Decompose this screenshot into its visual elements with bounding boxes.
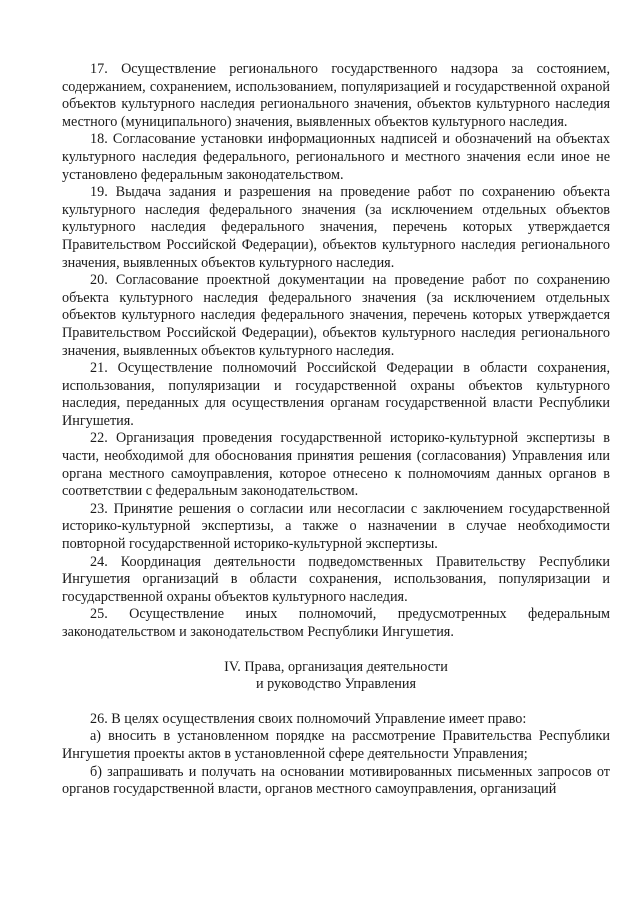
document-body [62,61,610,799]
subparagraph-a: а) вносить в установленном порядке на рассмотрение Правительства Республики Ингушетия проекты актов в установленной сфере деятельности Управления; [62,728,610,762]
paragraph-18: 18. Согласование установки информационных надписей и обозначений на объектах культурного наследия федерального, регионального и местного значения если иное не установлено федеральным законодательством. [62,131,610,183]
paragraph-24: 24. Координация деятельности подведомственных Правительству Республики Ингушетия организаций в области сохранения, использования, популяризации и государственной охраны объектов культурного наследия. [62,553,610,605]
paragraph-21: 21. Осуществление полномочий Российской Федерации в области сохранения, использования, популяризации и государственной охраны объектов культурного наследия, переданных для осуществления органам государственной власти Республики Ингушетия. [62,360,610,429]
paragraph-17: 17. Осуществление регионального государственного надзора за состоянием, содержанием, сохранением, использованием, популяризацией и государственной охраной объектов культурного наследия регионального значения, объектов культурного наследия местного (муниципального) значения, выявленных объектов культурного наследия. [62,61,610,130]
paragraph-23: 23. Принятие решения о согласии или несогласии с заключением государственной историко-культурной экспертизы, а также о назначении в случае необходимости повторной государственной историко-культурной экспертизы. [62,500,610,553]
paragraph-19: 19. Выдача задания и разрешения на проведение работ по сохранению объекта культурного наследия федерального значения (за исключением отдельных объектов культурного наследия федерального значения, перечень которых утверждается Правительством Российской Федерации), объектов культурного наследия регионального значения, выявленных объектов культурного наследия. [62,184,610,271]
subparagraph-b: б) запрашивать и получать на основании мотивированных письменных запросов от органов государственной власти, органов местного самоуправления, организаций [62,763,610,798]
section-heading-line-1: IV. Права, организация деятельности [224,658,448,675]
paragraph-20: 20. Согласование проектной документации на проведение работ по сохранению объекта культурного наследия федерального значения (за исключением отдельных объектов культурного наследия федерального значения, перечень которых утверждается Правительством Российской Федерации), объектов культурного наследия регионального значения, выявленных объектов культурного наследия. [62,272,610,359]
paragraph-26: 26. В целях осуществления своих полномочий Управление имеет право: [90,710,527,727]
paragraph-22: 22. Организация проведения государственной историко-культурной экспертизы в части, необходимой для обоснования принятия решения (согласования) Управления или органа местного самоуправления, которое отнесено к полномочиям данных органов в соответствии с федеральным законодательством. [62,430,610,500]
paragraph-25: 25. Осуществление иных полномочий, предусмотренных федеральным законодательством и законодательством Республики Ингушетия. [62,606,610,640]
section-heading [62,659,610,694]
section-heading-line-2: и руководство Управления [255,676,417,693]
